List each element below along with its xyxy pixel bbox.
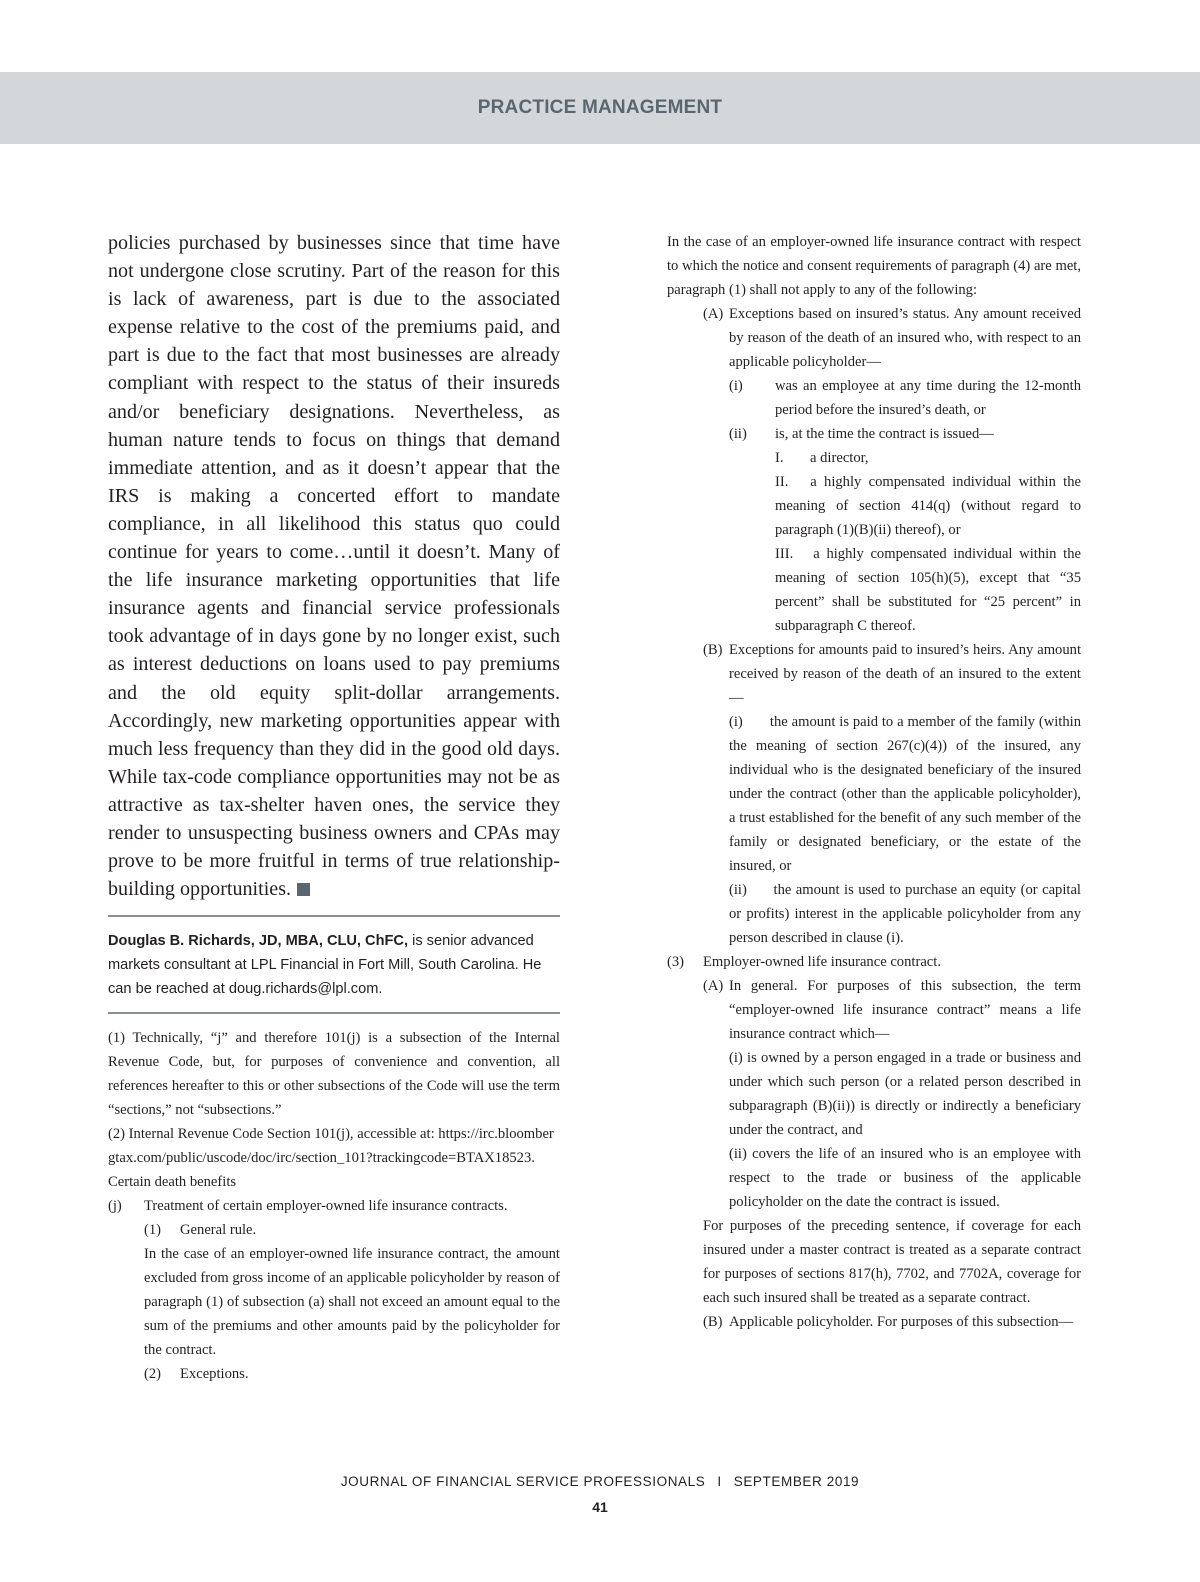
item-label: (ii) — [729, 882, 747, 898]
item-text: In general. For purposes of this subsection, the term “employer-owned life insurance contract” means a life insurance contract which— — [729, 978, 1081, 1042]
statute-item-b-ii — [729, 878, 1081, 950]
page-footer — [0, 1474, 1200, 1489]
item-text: the amount is paid to a member of the family (within the meaning of section 267(c)(4)) of the insured, any individual who is the designated beneficiary of the insured under the contract (other than the applicable policyholder), a trust established for the benefit of any such member of the family or designated beneficiary, or the estate of the insured, or — [729, 714, 1081, 874]
article-text: policies purchased by businesses since that time have not undergone close scrutiny. Part of the reason for this is lack of awareness, part is due to the associated expense relative to the cost of the premiums paid, and part is due to the fact that most businesses are already compliant with respect to the status of their insureds and/or beneficiary designations. Nevertheless, as human nature tends to focus on things that demand immediate attention, and as it doesn’t appear that the IRS is making a concerted effort to mandate compliance, in all likelihood this status quo could continue for years to come…until it doesn’t. Many of the life insurance marketing opportunities that life insurance agents and financial service professionals took advantage of in days gone by no longer exist, such as interest deductions on loans used to pay premiums and the old equity split-dollar arrangements. Accordingly, new marketing opportunities appear with much less frequency than they did in the good old days. While tax-code compliance opportunities may not be as attractive as tax-shelter haven ones, the service they render to unsuspecting business owners and CPAs may prove to be more fruitful in terms of true relationship-building opportunities. — [108, 232, 560, 901]
item-label: (3) — [667, 954, 685, 970]
item-label: (i) — [729, 378, 743, 394]
statute-item-3b — [703, 1310, 1081, 1334]
statute-item-3a — [703, 974, 1081, 1046]
item-text: a highly compensated individual within the meaning of section 105(h)(5), except that “35 percent” shall be substituted for “25 percent” in subparagraph C thereof. — [775, 546, 1081, 634]
item-text: is, at the time the contract is issued— — [775, 426, 994, 442]
item-text: Exceptions. — [180, 1366, 249, 1383]
statute-item-b — [703, 638, 1081, 710]
section-banner — [0, 72, 1200, 144]
item-text: the amount is used to purchase an equity (or capital or profits) interest in the applicable policyholder from any person described in clause (i). — [729, 882, 1081, 946]
statute-item-II — [775, 470, 1081, 542]
journal-name: JOURNAL OF FINANCIAL SERVICE PROFESSIONALS — [340, 1474, 706, 1489]
statute-item-a — [703, 302, 1081, 374]
statute-item-I — [775, 446, 1081, 470]
item-text: General rule. — [180, 1222, 257, 1239]
statute-purposes-paragraph: For purposes of the preceding sentence, if coverage for each insured under a master contract is treated as a separate contract for purposes of sections 817(h), 7702, and 7702A, coverage for each such insured shall be treated as a separate contract. — [703, 1218, 1081, 1306]
statute-item-a-i — [729, 374, 1081, 422]
item-text: Exceptions based on insured’s status. Any amount received by reason of the death of an insured who, with respect to an applicable policyholder— — [729, 306, 1081, 370]
issue-date: SEPTEMBER 2019 — [733, 1474, 860, 1489]
statute-item-3a-i: (i) is owned by a person engaged in a trade or business and under which such person (or a related person described in subparagraph (B)(ii)) is directly or indirectly a beneficiary under the contract, and — [729, 1050, 1081, 1138]
item-label: (B) — [703, 642, 723, 658]
author-bio — [108, 929, 560, 1001]
left-column — [108, 229, 560, 1386]
statute-item-3 — [667, 950, 1081, 974]
statute-item-j2 — [144, 1362, 560, 1386]
item-text: a highly compensated individual within the meaning of section 414(q) (without regard to paragraph (1)(B)(ii) thereof), or — [775, 474, 1081, 538]
item-label: (A) — [703, 978, 724, 994]
author-name: Douglas B. Richards, JD, MBA, CLU, ChFC, — [108, 933, 409, 950]
item-text: Treatment of certain employer-owned life insurance contracts. — [144, 1198, 508, 1215]
statute-item-3a-ii: (ii) covers the life of an insured who is an employee with respect to the trade or business of the applicable policyholder on the date the contract is issued. — [729, 1146, 1081, 1210]
end-of-article-square-icon — [297, 883, 310, 896]
footer-separator: I — [717, 1474, 722, 1489]
certain-heading: Certain death benefits — [108, 1174, 237, 1191]
divider — [108, 915, 560, 917]
item-label: (ii) — [729, 426, 747, 442]
statute-item-j1 — [144, 1218, 560, 1242]
statute-item-b-i — [729, 710, 1081, 878]
item-label: (2) — [144, 1366, 162, 1383]
section-title: PRACTICE MANAGEMENT — [477, 97, 723, 118]
statute-body-j1: In the case of an employer-owned life insurance contract, the amount excluded from gross income of an applicable policyholder by reason of paragraph (1) of subsection (a) shall not exceed an amount equal to the sum of the premiums and other amounts paid by the policyholder for the contract. — [144, 1246, 560, 1359]
statute-item-a-ii — [729, 422, 1081, 446]
item-label: I. — [775, 450, 784, 466]
statute-intro: In the case of an employer-owned life insurance contract with respect to which the notice and consent requirements of paragraph (4) are met, paragraph (1) shall not apply to any of the following: — [667, 234, 1081, 298]
right-column — [667, 230, 1081, 1334]
article-conclusion-paragraph — [108, 229, 560, 903]
item-label: (B) — [703, 1314, 723, 1330]
footnote-1: (1) Technically, “j” and therefore 101(j) is a subsection of the Internal Revenue Code, but, for purposes of convenience and convention, all references hereafter to this or other subsections of the Code will use the term “sections,” not “subsections.” — [108, 1030, 560, 1119]
item-label: (A) — [703, 306, 724, 322]
statute-item-III — [775, 542, 1081, 638]
item-label: II. — [775, 474, 789, 490]
author-description: is senior advanced markets consultant at LPL Financial in Fort Mill, South Carolina. He can be reached at doug.richards@lpl.com. — [108, 933, 542, 998]
item-label: (1) — [144, 1222, 162, 1239]
item-text: Applicable policyholder. For purposes of this subsection— — [729, 1314, 1074, 1330]
item-text: a director, — [810, 450, 869, 466]
item-text: was an employee at any time during the 12-month period before the insured’s death, or — [775, 378, 1081, 418]
divider — [108, 1012, 560, 1014]
item-label: (j) — [108, 1198, 122, 1215]
item-label: III. — [775, 546, 794, 562]
item-text: Exceptions for amounts paid to insured’s heirs. Any amount received by reason of the death of an insured to the extent— — [729, 642, 1081, 706]
footnotes — [108, 1026, 560, 1386]
item-label: (i) — [729, 714, 743, 730]
page-number: 41 — [592, 1499, 608, 1515]
item-text: Employer-owned life insurance contract. — [703, 954, 941, 970]
footnote-2: (2) Internal Revenue Code Section 101(j), accessible at: https://irc.bloombergtax.com/public/uscode/doc/irc/section_101?trackingcode=BTAX18523. — [108, 1126, 554, 1167]
statute-item-j — [108, 1194, 560, 1218]
